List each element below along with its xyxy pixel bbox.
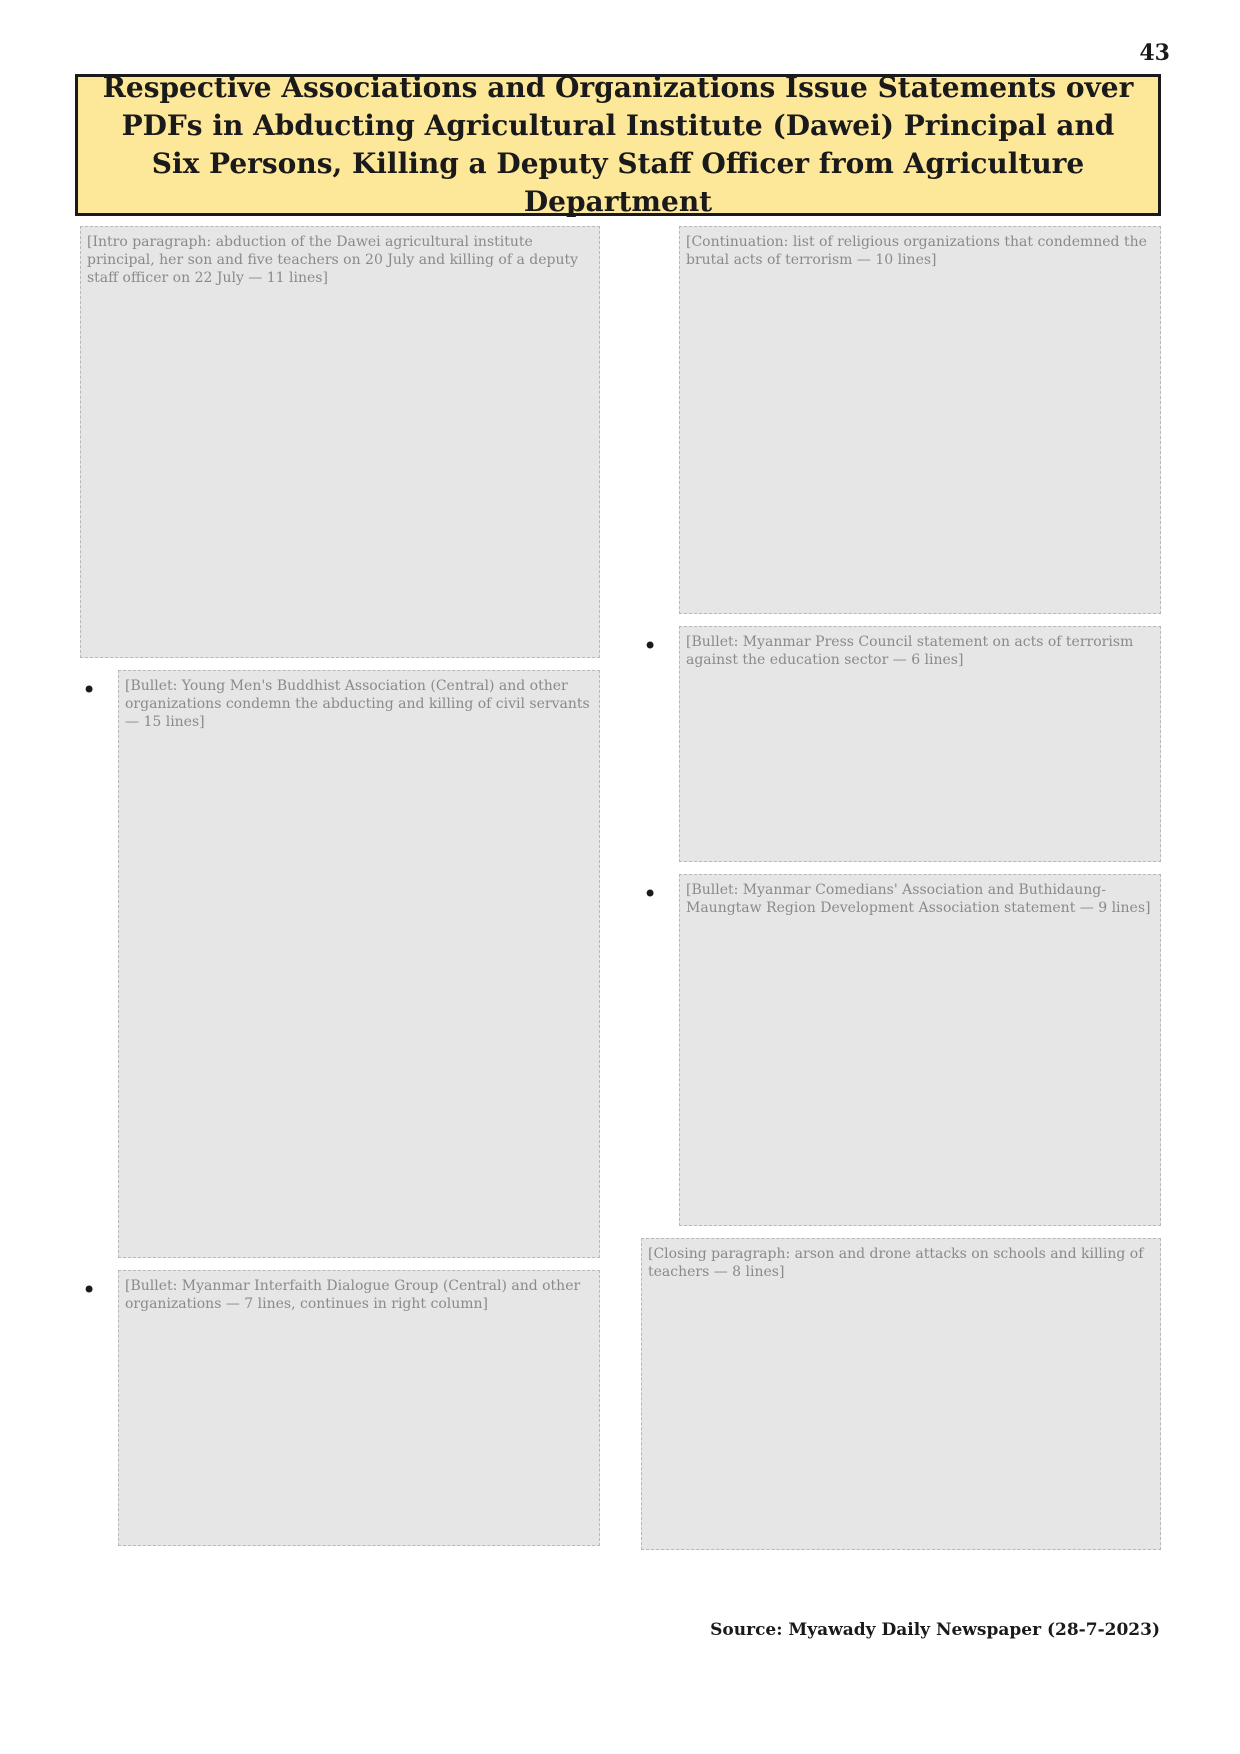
organization-list — [80, 670, 600, 1546]
source-citation: Source: Myawady Daily Newspaper (28-7-2023) — [710, 1620, 1160, 1640]
list-item — [80, 1270, 600, 1546]
organization-list-continued — [641, 626, 1161, 1226]
right-column — [641, 226, 1161, 1550]
left-column — [80, 226, 600, 1558]
list-item-continuation: [Continuation: list of religious organizations that condemned the brutal acts of terrorism — 10 lines] — [679, 226, 1161, 614]
list-item-text: [Bullet: Myanmar Comedians' Association and Buthidaung-Maungtaw Region Development Association statement — 9 lines] — [679, 874, 1161, 1226]
list-item — [641, 874, 1161, 1226]
list-item-text: [Bullet: Myanmar Interfaith Dialogue Group (Central) and other organizations — 7 lines, continues in right column] — [118, 1270, 600, 1546]
intro-paragraph: [Intro paragraph: abduction of the Dawei agricultural institute principal, her son and five teachers on 20 July and killing of a deputy staff officer on 22 July — 11 lines] — [80, 226, 600, 658]
closing-paragraph: [Closing paragraph: arson and drone attacks on schools and killing of teachers — 8 lines] — [641, 1238, 1161, 1550]
headline: Respective Associations and Organizations Issue Statements over PDFs in Abducting Agricultural Institute (Dawei) Principal and Six Persons, Killing a Deputy Staff Officer from Agriculture Department — [102, 71, 1134, 218]
list-item — [641, 626, 1161, 862]
bullet-icon: • — [643, 880, 658, 908]
list-item-text: [Bullet: Young Men's Buddhist Association (Central) and other organizations condemn the abducting and killing of civil servants — 15 lines] — [118, 670, 600, 1258]
bullet-icon: • — [82, 676, 97, 704]
bullet-icon: • — [82, 1276, 97, 1304]
list-item — [80, 670, 600, 1258]
list-item-text: [Bullet: Myanmar Press Council statement on acts of terrorism against the education sector — 6 lines] — [679, 626, 1161, 862]
page-number: 43 — [1139, 40, 1170, 66]
headline-box — [75, 71, 1161, 218]
bullet-icon: • — [643, 632, 658, 660]
